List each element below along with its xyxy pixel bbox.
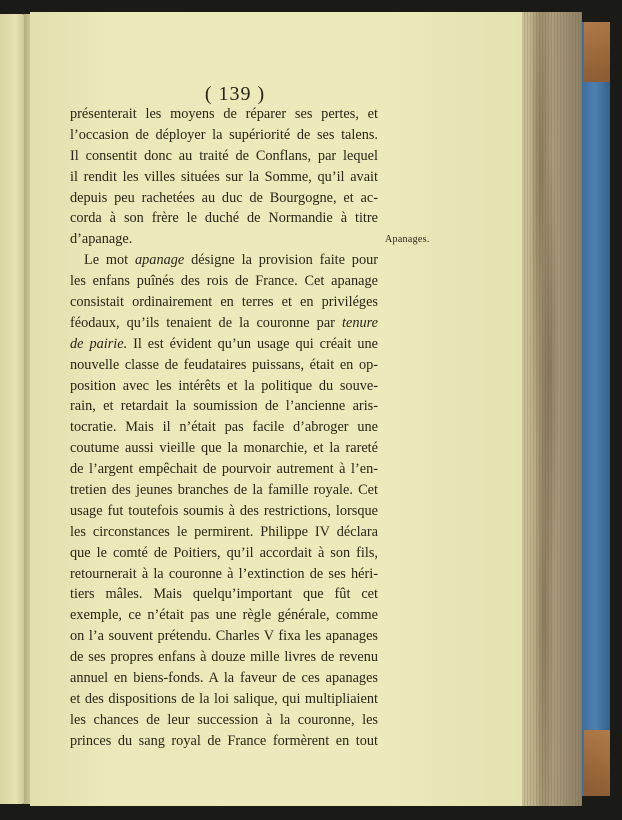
text-line: tocratie. Mais il n’était pas facile d’abroger une [70, 419, 378, 436]
text-line: depuis peu rachetées au duc de Bourgogne, et ac- [70, 189, 378, 206]
text-line: les enfans puînés des rois de France. Cet apanage [70, 273, 378, 290]
facing-page-edge [0, 14, 26, 804]
text-segment: Le mot [84, 252, 129, 269]
text-line: position avec les intérêts et la politique du souve- [70, 377, 378, 394]
text-line: rain, et retardait la soumission de l’ancienne aris- [70, 398, 378, 415]
cover-corner-bottom [584, 730, 610, 796]
text-line: coutume aussi vieille que la monarchie, et la rareté [70, 440, 378, 457]
text-line: princes du sang royal de France formèrent en tout [70, 732, 378, 749]
text-line: tiers mâles. Mais quelqu’important que fût cet [70, 586, 378, 603]
body-text [70, 104, 378, 752]
text-line: de ses propres enfans à douze mille livres de revenu [70, 649, 378, 666]
text-line: de l’argent empêchait de pourvoir autrement à l’en- [70, 461, 378, 478]
text-line: consistait ordinairement en terres et en priviléges [70, 294, 378, 311]
text-line [70, 313, 378, 334]
text-line: l’occasion de déployer la supériorité de ses talens. [70, 126, 378, 143]
text-line: corda à son frère le duché de Normandie à titre [70, 210, 378, 227]
text-line: nouvelle classe de feudataires puissans, était en op- [70, 356, 378, 373]
page-edges [518, 12, 582, 806]
margin-note: Apanages. [385, 234, 430, 245]
text-line: il rendit les villes situées sur la Somme, qu’il avait [70, 168, 378, 185]
text-line [70, 334, 378, 355]
book-cover-blue [580, 22, 610, 796]
text-line: d’apanage. [70, 231, 133, 248]
italic-term: apanage [135, 252, 185, 269]
text-line: Il consentit donc au traité de Conflans, par lequel [70, 147, 378, 164]
italic-term: de pairie. [70, 335, 128, 352]
text-line [70, 250, 378, 271]
text-segment: Il est évident qu’un usage qui créait une [133, 335, 379, 352]
text-line: retournerait à la couronne à l’extinction de ses héri- [70, 565, 378, 582]
text-line: exemple, ce n’était pas une règle générale, comme [70, 607, 378, 624]
text-segment: désigne la provision faite pour [191, 252, 379, 269]
text-line: annuel en biens-fonds. A la faveur de ces apanages [70, 670, 378, 687]
text-line: usage fut toutefois soumis à des restrictions, lorsque [70, 502, 378, 519]
text-line: on l’a souvent prétendu. Charles V fixa les apanages [70, 628, 378, 645]
text-line: les chances de leur succession à la couronne, les [70, 711, 378, 728]
text-line: et des dispositions de la loi salique, qui multipliaient [70, 690, 378, 707]
text-line: que le comté de Poitiers, qu’il accordait à son fils, [70, 544, 378, 561]
text-line: présenterait les moyens de réparer ses pertes, et [70, 106, 378, 122]
italic-term: tenure [342, 314, 378, 331]
text-segment: féodaux, qu’ils tenaient de la couronne par [70, 314, 335, 331]
cover-corner-top [584, 22, 610, 82]
page-number: ( 139 ) [204, 83, 266, 105]
text-line: les circonstances le permirent. Philippe IV déclara [70, 523, 378, 540]
text-line: tretien des jeunes branches de la famille royale. Cet [70, 482, 378, 499]
